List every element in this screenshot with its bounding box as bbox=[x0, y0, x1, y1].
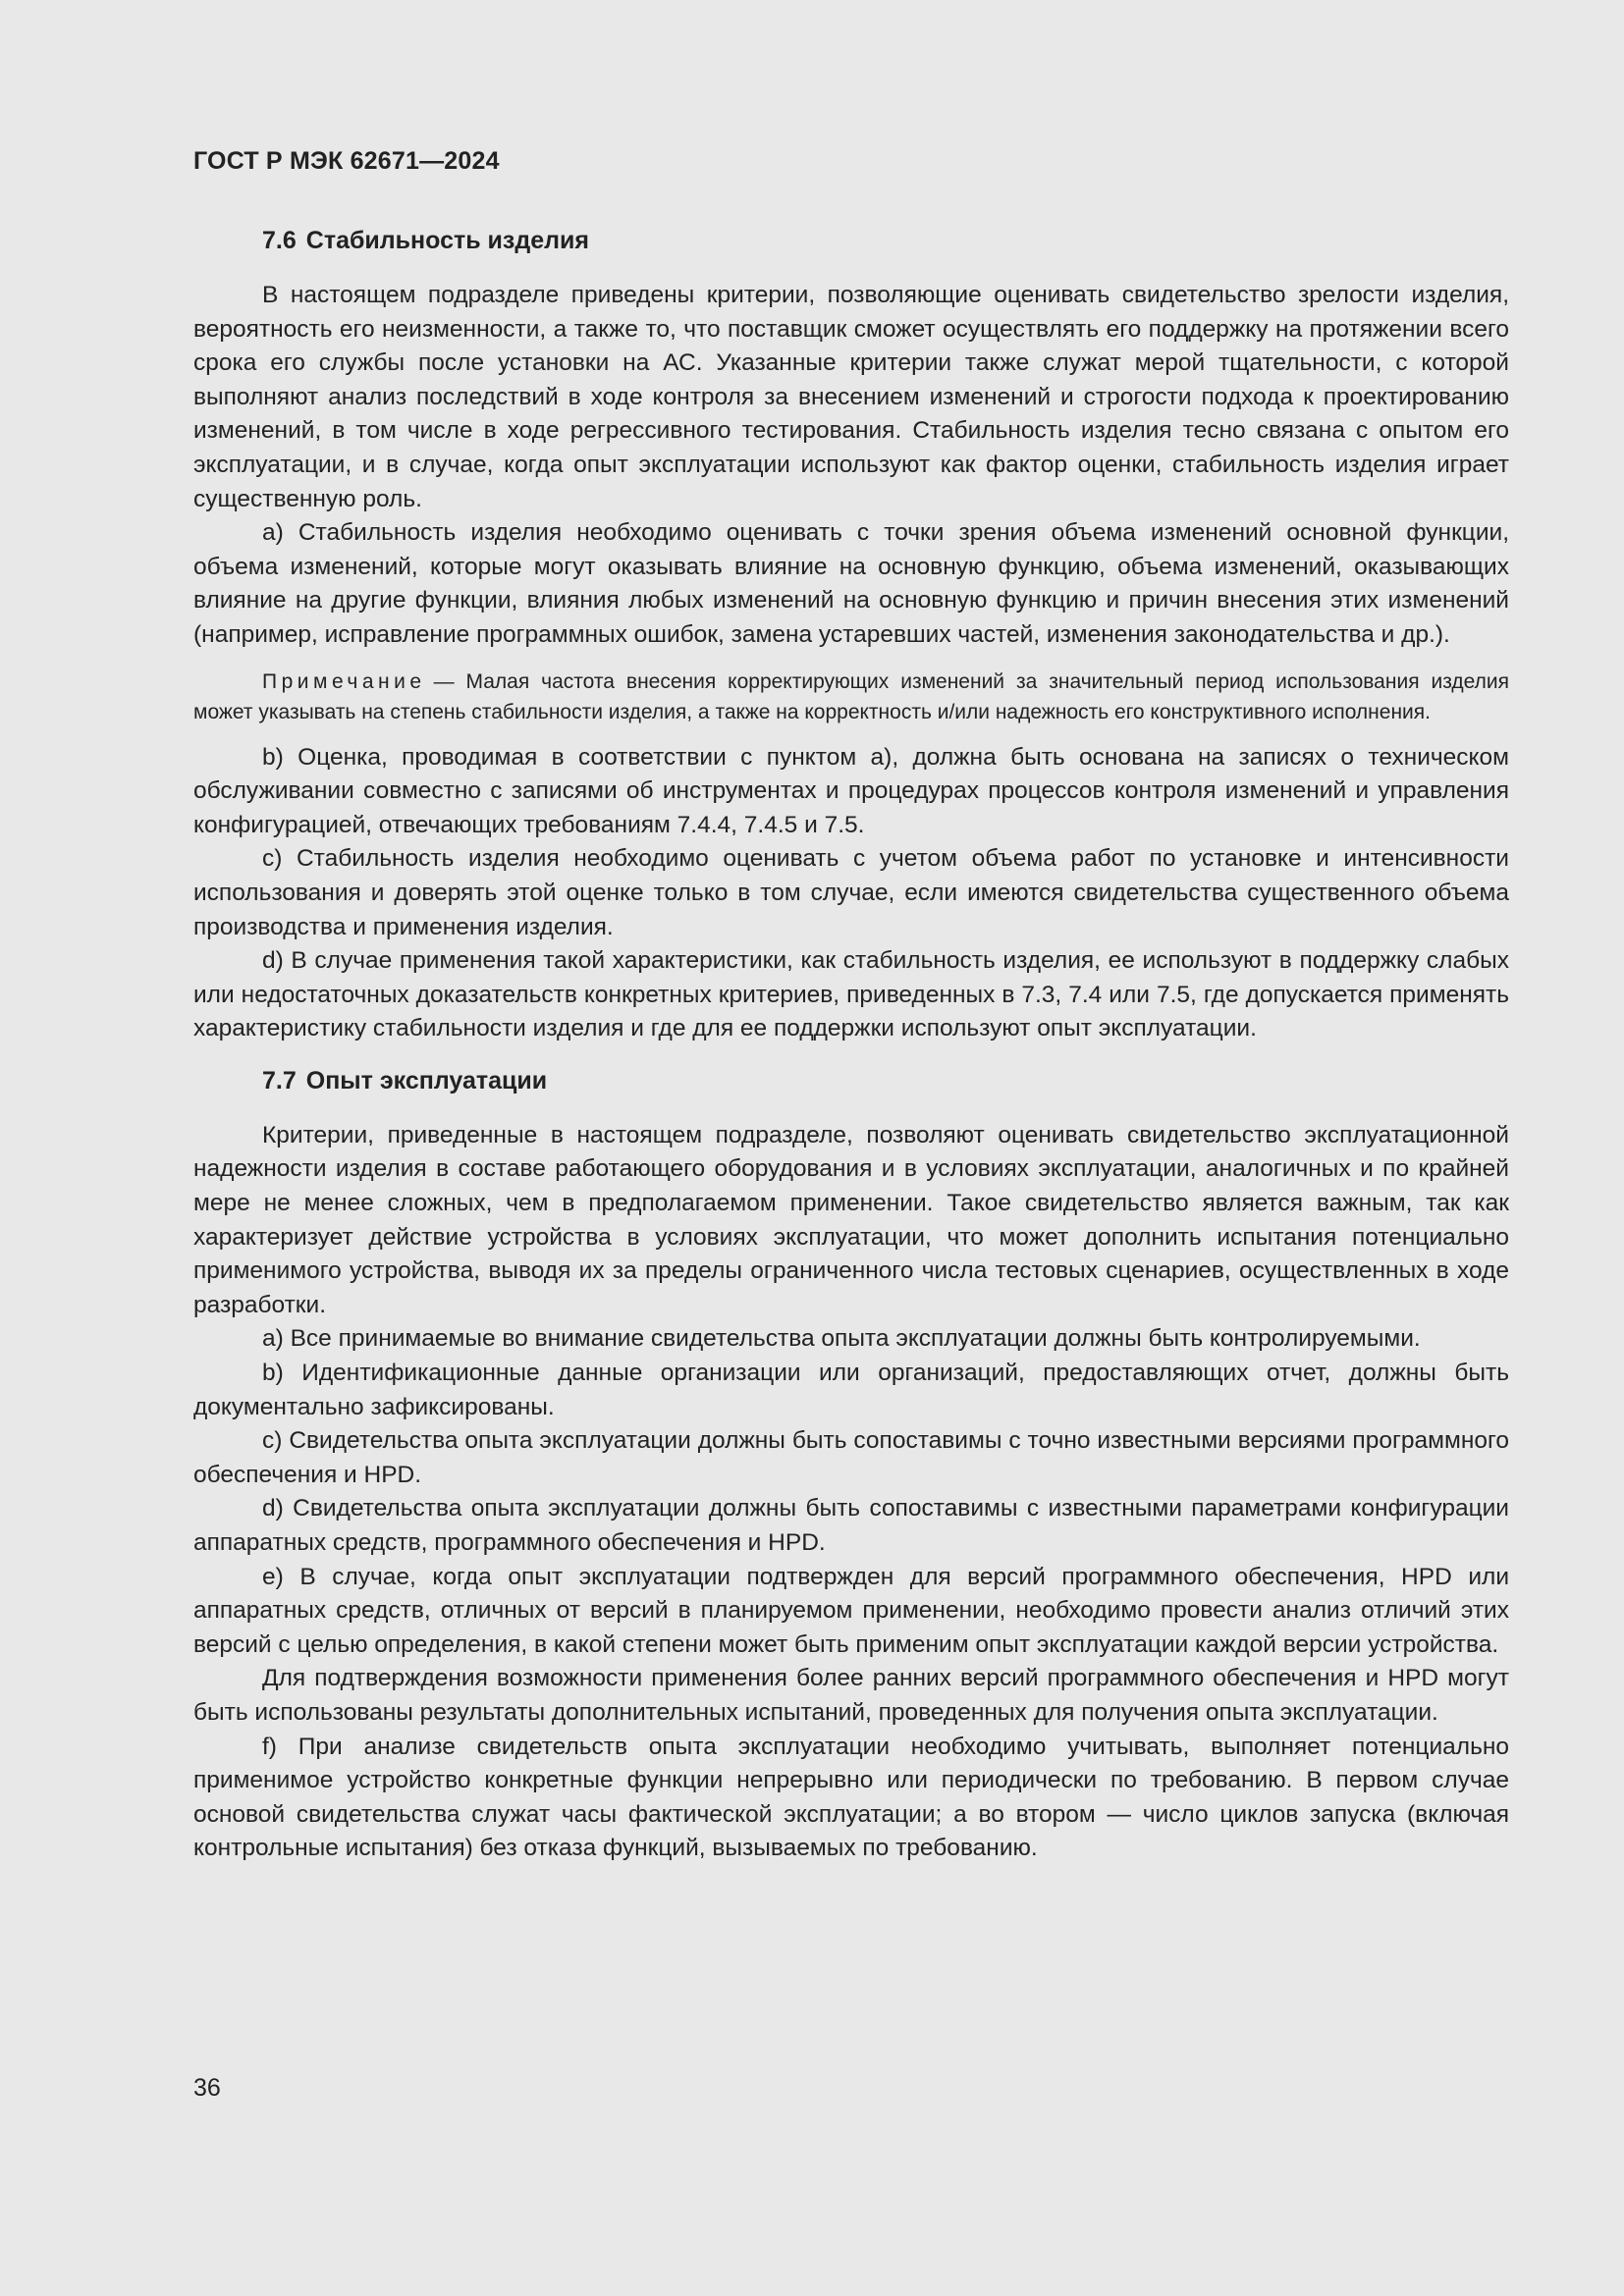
list-item: d) Свидетельства опыта эксплуатации должны быть сопоставимы с известными параметрами конфигурации аппаратных средств, программного обеспечения и HPD. bbox=[193, 1495, 1509, 1556]
list-item: f) При анализе свидетельств опыта эксплуатации необходимо учитывать, выполняет потенциально применимое устройство конкретные функции непрерывно или периодически по требованию. В первом случае основой свидетельства служат часы фактической эксплуатации; а во втором — число циклов запуска (включая контрольные испытания) без отказа функций, вызываемых по требованию. bbox=[193, 1733, 1509, 1862]
list-item: e) В случае, когда опыт эксплуатации подтвержден для версий программного обеспечения, HPD или аппаратных средств, отличных от версий в планируемом применении, необходимо провести анализ отличий этих версий с целью определения, в какой степени может быть применим опыт эксплуатации каждой версии устройства. bbox=[193, 1563, 1509, 1658]
list-item: c) Свидетельства опыта эксплуатации должны быть сопоставимы с точно известными версиями программного обеспечения и HPD. bbox=[193, 1427, 1509, 1488]
paragraph: Для подтверждения возможности применения более ранних версий программного обеспечения и HPD могут быть использованы результаты дополнительных испытаний, проведенных для получения опыта эксплуатации. bbox=[193, 1665, 1509, 1726]
paragraph: В настоящем подразделе приведены критерии, позволяющие оценивать свидетельство зрелости изделия, вероятность его неизменности, а также то, что поставщик сможет осуществлять его поддержку на протяжении всего срока его службы после установки на АС. Указанные критерии также служат мерой тщательности, с которой выполняют анализ последствий в ходе контроля за внесением изменений и строгости подхода к проектированию изменений, в том числе в ходе регрессивного тестирования. Стабильность изделия тесно связана с опытом его эксплуатации, и в случае, когда опыт эксплуатации используют как фактор оценки, стабильность изделия играет существенную роль. bbox=[193, 282, 1509, 512]
document-header: ГОСТ Р МЭК 62671—2024 bbox=[193, 147, 500, 175]
section-7-7-heading bbox=[193, 1064, 1509, 1097]
list-item: b) Оценка, проводимая в соответствии с пунктом а), должна быть основана на записях о техническом обслуживании совместно с записями об инструментах и процедурах процессов контроля изменений и управления конфигурацией, отвечающих требованиям 7.4.4, 7.4.5 и 7.5. bbox=[193, 743, 1509, 838]
note-text: — Малая частота внесения корректирующих изменений за значительный период использования изделия может указывать на степень стабильности изделия, а также на корректность и/или надежность его конструктивного исполнения. bbox=[193, 669, 1509, 723]
section-number: 7.7 bbox=[262, 1066, 297, 1095]
spacer bbox=[193, 1046, 1509, 1064]
section-title: Опыт эксплуатации bbox=[305, 1066, 548, 1095]
note bbox=[193, 667, 1509, 727]
list-item: b) Идентификационные данные организации или организаций, предоставляющих отчет, должны быть документально зафиксированы. bbox=[193, 1360, 1509, 1420]
list-item: а) Стабильность изделия необходимо оценивать с точки зрения объема изменений основной функции, объема изменений, которые могут оказывать влияние на основную функцию, объема изменений, оказывающих влияние на другие функции, влияния любых изменений на основную функцию и причин внесения этих изменений (например, исправление программных ошибок, замена устаревших частей, изменения законодательства и др.). bbox=[193, 519, 1509, 648]
page-number: 36 bbox=[193, 2074, 221, 2102]
paragraph: Критерии, приведенные в настоящем подразделе, позволяют оценивать свидетельство эксплуатационной надежности изделия в составе работающего оборудования и в условиях эксплуатации, аналогичных и по крайней мере не менее сложных, чем в предполагаемом применении. Такое свидетельство является важным, так как характеризует действие устройства в условиях эксплуатации, что может дополнить испытания потенциально применимого устройства, выводя их за пределы ограниченного числа тестовых сценариев, осуществленных в ходе разработки. bbox=[193, 1121, 1509, 1318]
document-body bbox=[193, 224, 1509, 1866]
section-title: Стабильность изделия bbox=[305, 227, 589, 254]
list-item: а) Все принимаемые во внимание свидетельства опыта эксплуатации должны быть контролируемыми. bbox=[262, 1325, 1421, 1353]
list-item: d) В случае применения такой характеристики, как стабильность изделия, ее используют в поддержку слабых или недостаточных доказательств конкретных критериев, приведенных в 7.3, 7.4 или 7.5, где допускается применять характеристику стабильности изделия и где для ее поддержки используют опыт эксплуатации. bbox=[193, 947, 1509, 1042]
section-7-6-heading bbox=[193, 224, 1509, 257]
list-item: c) Стабильность изделия необходимо оценивать с учетом объема работ по установке и интенсивности использования и доверять этой оценке только в том случае, если имеются свидетельства существенного объема производства и применения изделия. bbox=[193, 845, 1509, 940]
section-number: 7.6 bbox=[262, 227, 297, 254]
note-label: Примечание bbox=[262, 669, 426, 693]
